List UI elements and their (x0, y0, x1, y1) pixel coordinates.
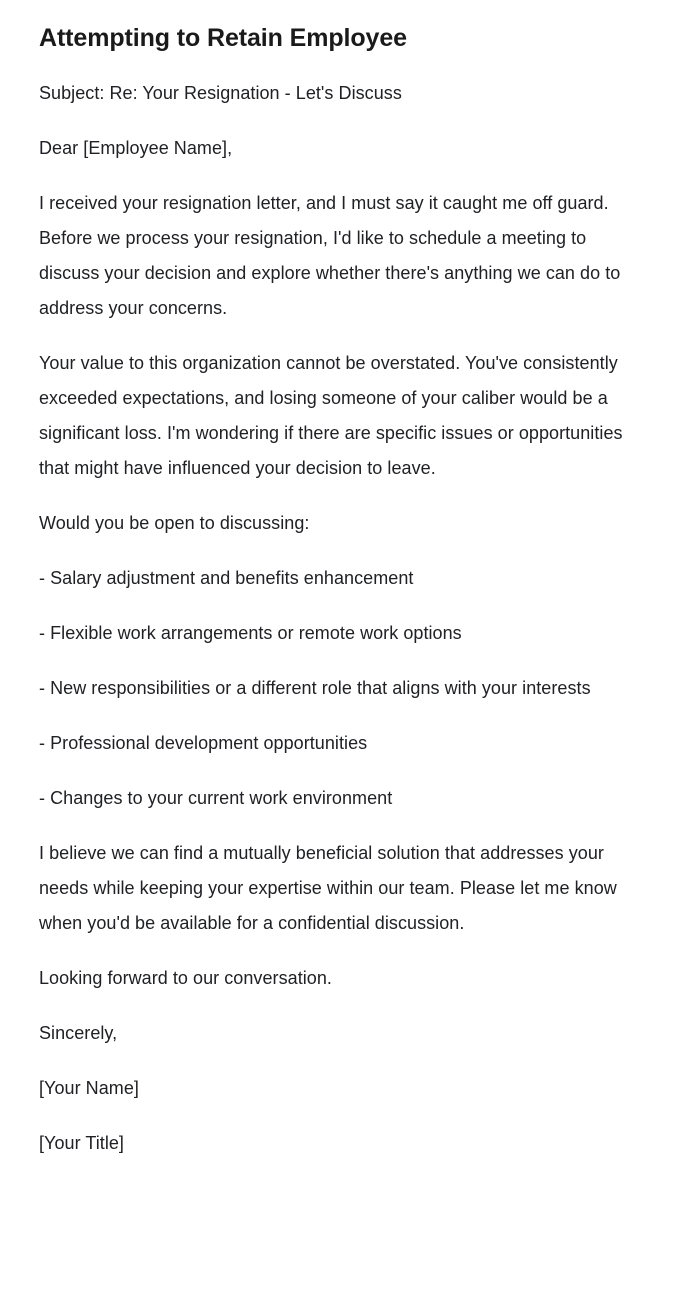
list-item: - Professional development opportunities (39, 733, 368, 753)
discussion-lead-in: Would you be open to discussing: (39, 513, 310, 533)
body-paragraph-3: I believe we can find a mutually beneficial solution that addresses your needs while keeping your expertise within our team. Please let me know when you'd be available for a confidential discussion. (39, 843, 617, 933)
list-item: - Salary adjustment and benefits enhancement (39, 568, 414, 588)
list-item: - Flexible work arrangements or remote work options (39, 623, 462, 643)
body-paragraph-2: Your value to this organization cannot be overstated. You've consistently exceeded expectations, and losing someone of your caliber would be a significant loss. I'm wondering if there are specific issues or opportunities that might have influenced your decision to leave. (39, 353, 623, 478)
subject-line: Subject: Re: Your Resignation - Let's Discuss (39, 83, 402, 103)
letter-body (39, 76, 660, 1161)
list-item: - New responsibilities or a different role that aligns with your interests (39, 678, 591, 698)
closing-line: Looking forward to our conversation. (39, 968, 332, 988)
body-paragraph-1: I received your resignation letter, and I must say it caught me off guard. Before we process your resignation, I'd like to schedule a meeting to discuss your decision and explore whether there's anything we can do to address your concerns. (39, 193, 621, 318)
signature-title: [Your Title] (39, 1133, 124, 1153)
salutation-line: Dear [Employee Name], (39, 138, 233, 158)
list-item: - Changes to your current work environment (39, 788, 393, 808)
signature-name: [Your Name] (39, 1078, 139, 1098)
sign-off: Sincerely, (39, 1023, 118, 1043)
page-title: Attempting to Retain Employee (39, 24, 407, 52)
